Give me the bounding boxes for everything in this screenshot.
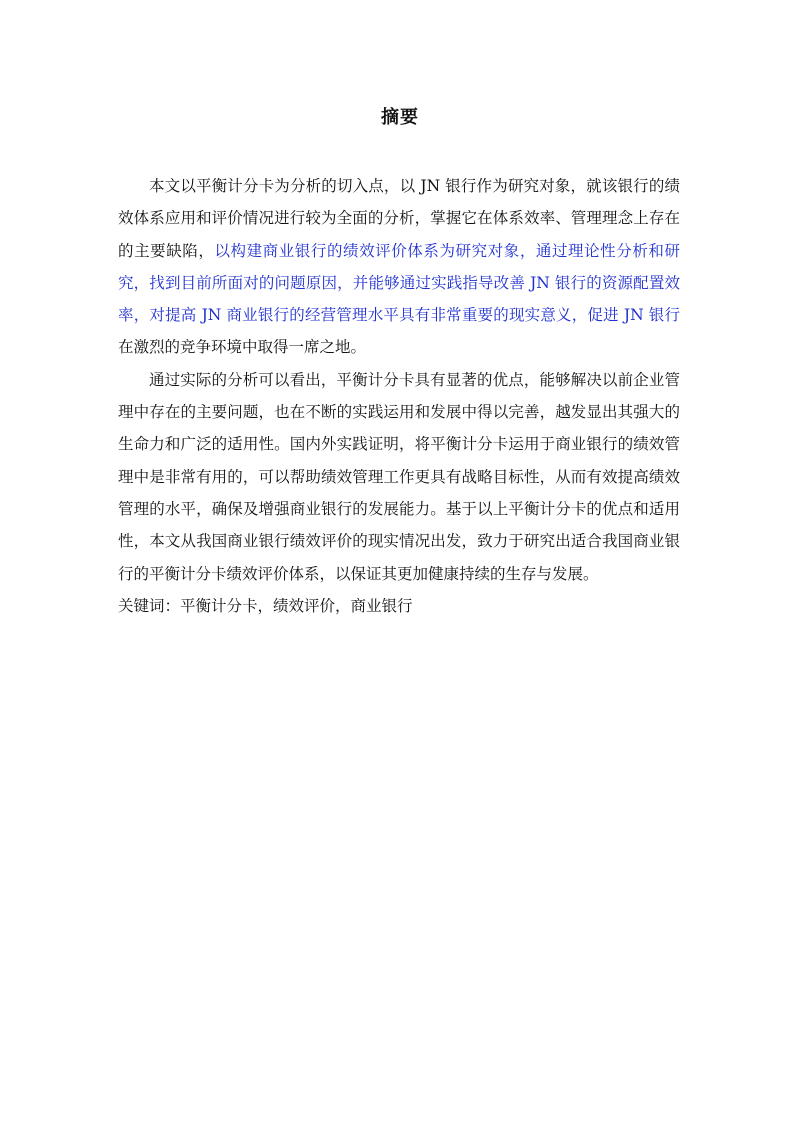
paragraph-1-text-a: 本文以平衡计分卡为分析的切入点，以 JN 银行作为研究对象，就该银行的绩效体系应用和评价情况进行较为全面的分析，掌握它在体系效率、管理理念上存在的主要缺陷， — [118, 177, 680, 260]
abstract-paragraph-2: 通过实际的分析可以看出，平衡计分卡具有显著的优点，能够解决以前企业管理中存在的主要问题，也在不断的实践运用和发展中得以完善，越发显出其强大的生命力和广泛的适用性。国内外实践证明，将平衡计分卡运用于商业银行的绩效管理中是非常有用的，可以帮助绩效管理工作更具有战略目标性，从而有效提高绩效管理的水平，确保及增强商业银行的发展能力。基于以上平衡计分卡的优点和适用性，本文从我国商业银行绩效评价的现实情况出发，致力于研究出适合我国商业银行的平衡计分卡绩效评价体系，以保证其更加健康持续的生存与发展。 — [118, 370, 680, 583]
keywords-line — [118, 590, 680, 622]
keywords-label: 关键词： — [118, 596, 181, 615]
abstract-body — [118, 170, 680, 622]
paragraph-1-highlighted-text: 以构建商业银行的绩效评价体系为研究对象，通过理论性分析和研究，找到目前所面对的问题原因，并能够通过实践指导改善 JN 银行的资源配置效率，对提高 JN 商业银行的经营管理水平具有非常重要的现实意义，促进 JN 银行 — [118, 241, 680, 325]
paragraph-1-text-b: 在激烈的竞争环境中取得一席之地。 — [118, 338, 367, 357]
keywords-text: 平衡计分卡，绩效评价，商业银行 — [180, 596, 413, 615]
abstract-paragraph-1 — [118, 170, 680, 364]
page-title: 摘要 — [381, 107, 419, 128]
